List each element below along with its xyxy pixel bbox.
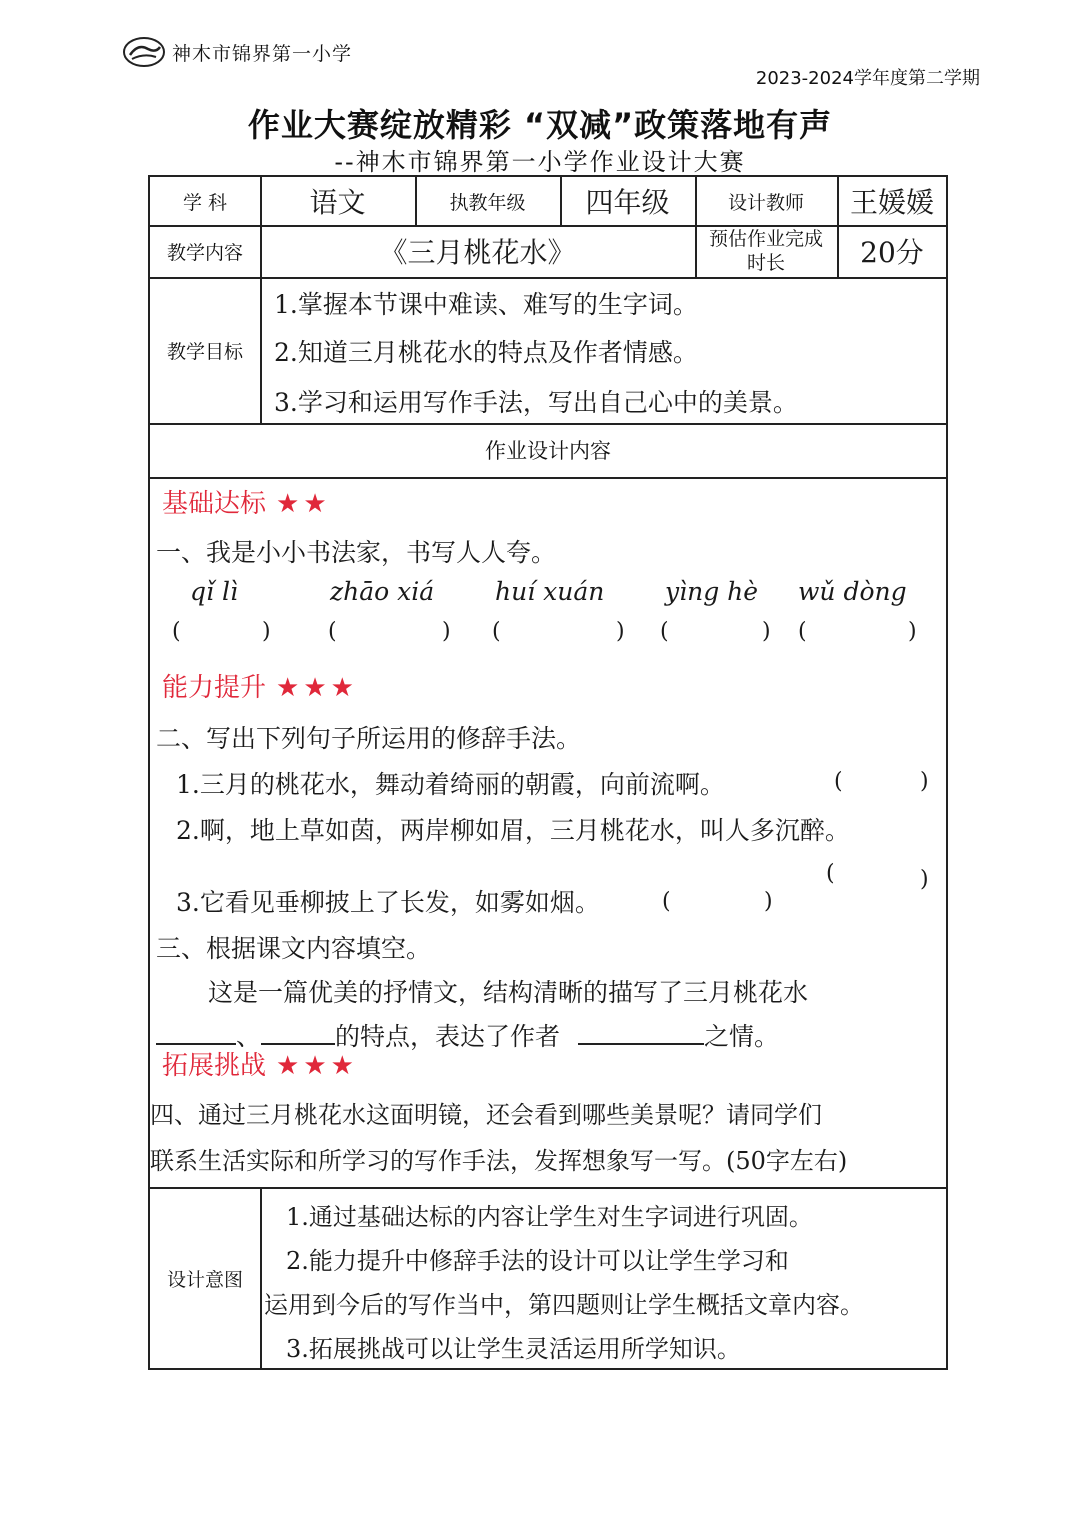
term-label: 2023-2024学年度第二学期 bbox=[755, 68, 980, 89]
school-name: 神木市锦界第一小学 bbox=[172, 42, 353, 65]
intent-line: 1.通过基础达标的内容让学生对生字词进行巩固。 bbox=[286, 1203, 813, 1231]
duration-label bbox=[695, 225, 837, 277]
grade-label: 执教年级 bbox=[449, 191, 526, 214]
question-2: 二、写出下列句子所运用的修辞手法。 bbox=[156, 724, 582, 753]
goal-item: 1.掌握本节课中难读、难写的生字词。 bbox=[274, 290, 698, 319]
ability-section-title bbox=[162, 667, 358, 704]
school-logo-icon bbox=[122, 35, 166, 69]
pinyin-4: yìng hè bbox=[665, 577, 759, 606]
teacher-value: 王媛媛 bbox=[849, 186, 934, 219]
duration-label-line-2: 时长 bbox=[746, 252, 785, 274]
pinyin-1: qǐ lì bbox=[190, 577, 238, 606]
grade-value: 四年级 bbox=[585, 186, 670, 219]
question-3-mid: 的特点，表达了作者 bbox=[335, 1022, 561, 1051]
basic-stars-icon: ★★ bbox=[276, 489, 331, 519]
content-value: 《三月桃花水》 bbox=[379, 236, 576, 269]
fill-blank[interactable] bbox=[261, 1023, 335, 1045]
question-2-2: 2.啊，地上草如茵，两岸柳如眉，三月桃花水，叫人多沉醉。 bbox=[176, 816, 850, 845]
subject-label: 学 科 bbox=[182, 191, 228, 214]
page-title: 作业大赛绽放精彩 “双减”政策落地有声 bbox=[247, 106, 833, 144]
basic-title: 基础达标 bbox=[162, 489, 267, 519]
question-2-1: 1.三月的桃花水，舞动着绮丽的朝霞，向前流啊。 bbox=[176, 770, 725, 799]
design-heading: 作业设计内容 bbox=[485, 439, 611, 463]
question-3-blanks: 、 的特点，表达了作者 之情。 bbox=[156, 1017, 779, 1053]
pinyin-2: zhāo xiá bbox=[330, 577, 435, 606]
question-4-line-1: 四、通过三月桃花水这面明镜，还会看到哪些美景呢？请同学们 bbox=[150, 1101, 822, 1129]
question-2-3: 3.它看见垂柳披上了长发，如雾如烟。 bbox=[176, 888, 600, 917]
pinyin-3: huí xuán bbox=[495, 577, 605, 606]
intent-line: 2.能力提升中修辞手法的设计可以让学生学习和 bbox=[286, 1247, 789, 1275]
question-4-line-2: 联系生活实际和所学习的写作手法，发挥想象写一写。(50字左右) bbox=[150, 1147, 848, 1175]
challenge-stars-icon: ★★★ bbox=[276, 1051, 358, 1081]
question-3-end: 之情。 bbox=[703, 1022, 779, 1051]
page-subtitle: --神木市锦界第一小学作业设计大赛 bbox=[334, 148, 746, 176]
subject-value: 语文 bbox=[309, 186, 366, 219]
content-label: 教学内容 bbox=[166, 241, 243, 264]
homework-form: 学 科 语文 执教年级 四年级 设计教师 王媛媛 教学内容 《三月桃花水》 预估作业完成 时长 20分 教学目标 1.掌握本节课中难读、难写的生字词。 2.知道三月桃花水的特点及作者情感。 3.学习和运用写作手法，写出自己心中的美景。 作业设计内容 基础达标 ★★ 一、我是小小书法家，书写人人夸。 qǐ lì zhāo xiá huí xuán yìng hè wǔ dòng ( ) ( ) ( ) ( ) ( ) 能力提升 ★★★ 二、写出下列句子所运用的修辞手法。 1.三月的桃花水，舞动着绮丽的朝霞，向前流啊。 ( ) 2.啊，地上草如茵，两岸柳如眉，三月桃花水，叫人多沉醉。 ( ) 3.它看见垂柳披上了长发，如雾如烟。 ( ) 三、根据课文内容填空。 这是一篇优美的抒情文，结构清晰的描写了三月桃花水 、 的特点，表达了作者 之情。 拓展挑战 ★★★ 四、通过三月桃花水这面明镜，还会看到哪些美景呢？请同学们 联系生活实际和所学习的写作手法，发挥想象写一写。(50字左右) 设计意图 1.通过基础达标的内容让学生对生字词进行巩固。 2.能力提升中修辞手法的设计可以让学生学习和 运用到今后的写作当中，第四题则让学生概括文章内容。 3.拓展挑战可以让学生灵活运用所学知识。 bbox=[148, 175, 948, 1370]
goals-label: 教学目标 bbox=[166, 340, 243, 363]
basic-section-title bbox=[162, 483, 331, 520]
duration-label-line-1: 预估作业完成 bbox=[708, 228, 823, 250]
question-3-text: 这是一篇优美的抒情文，结构清晰的描写了三月桃花水 bbox=[208, 978, 809, 1007]
challenge-section-title bbox=[162, 1045, 358, 1082]
ability-stars-icon: ★★★ bbox=[276, 673, 358, 703]
intent-label: 设计意图 bbox=[166, 1269, 243, 1291]
teacher-label: 设计教师 bbox=[727, 191, 804, 214]
ability-title: 能力提升 bbox=[162, 673, 267, 703]
intent-line: 3.拓展挑战可以让学生灵活运用所学知识。 bbox=[286, 1335, 741, 1363]
fill-blank[interactable] bbox=[578, 1023, 704, 1045]
pinyin-5: wǔ dòng bbox=[798, 577, 907, 606]
school-header bbox=[122, 28, 352, 76]
goal-item: 2.知道三月桃花水的特点及作者情感。 bbox=[274, 338, 698, 367]
challenge-title: 拓展挑战 bbox=[162, 1051, 267, 1081]
goal-item: 3.学习和运用写作手法，写出自己心中的美景。 bbox=[274, 388, 798, 417]
fill-blank[interactable] bbox=[156, 1023, 236, 1045]
question-3: 三、根据课文内容填空。 bbox=[156, 934, 432, 963]
duration-value: 20分 bbox=[860, 236, 924, 269]
intent-line: 运用到今后的写作当中，第四题则让学生概括文章内容。 bbox=[264, 1291, 864, 1319]
question-1: 一、我是小小书法家，书写人人夸。 bbox=[156, 538, 557, 567]
